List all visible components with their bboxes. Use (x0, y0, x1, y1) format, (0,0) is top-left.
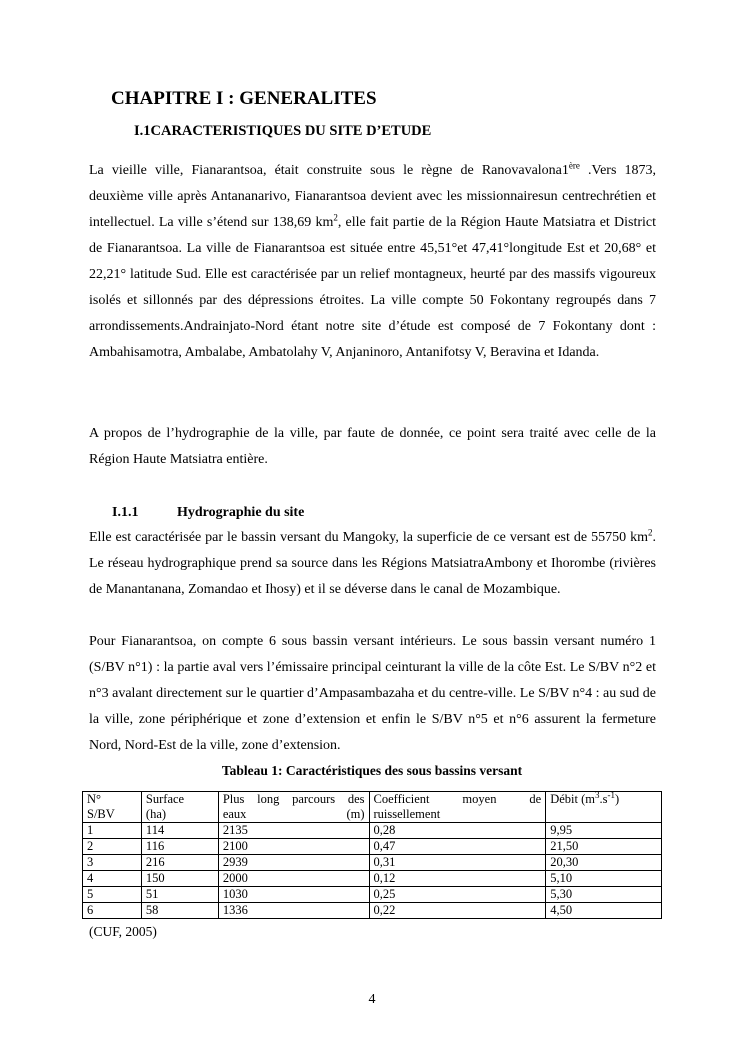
paragraph-hydrography-note: A propos de l’hydrographie de la ville, par faute de donnée, ce point sera traité avec celle de la Région Haute Matsiatra entière. (89, 426, 656, 467)
subsection-number: I.1.1 (112, 505, 139, 520)
table-row: 1 114 2135 0,28 9,95 (83, 823, 662, 839)
header-longest-path: Plus long parcours des eaux (m) (218, 792, 369, 823)
paragraph-site-description (89, 158, 656, 366)
superscript: ère (568, 160, 580, 171)
subsection-title: Hydrographie du site (177, 505, 305, 520)
table-row: 2 116 2100 0,47 21,50 (83, 839, 662, 855)
header-runoff-coefficient: Coefficient moyen de ruissellement (369, 792, 546, 823)
header-flow-rate: Débit $(m^3.s^{-1})$ (546, 792, 662, 823)
section-title: I.1CARACTERISTIQUES DU SITE D’ETUDE (134, 123, 432, 139)
table-row: 5 51 1030 0,25 5,30 (83, 887, 662, 903)
page-number: 4 (368, 992, 376, 1007)
sub-basins-table (82, 791, 662, 919)
text-run: Elle est caractérisée par le bassin versant du Mangoky, la superficie de ce versant est de 55750 km (89, 530, 648, 545)
table-row: 4 150 2000 0,12 5,10 (83, 871, 662, 887)
text-run: .Vers 1873, deuxième ville après Antananarivo, Fianarantsoa devient avec les missionnairesun centrechrétien et intellectuel. La ville s’étend sur 138,69 km (89, 163, 656, 230)
text-run: . Le réseau hydrographique prend sa source dans les Régions MatsiatraAmbony et Ihorombe (rivières de Manantanana, Zomandao et Ihosy) et il se déverse dans le canal de Mozambique. (89, 530, 656, 597)
paragraph-watershed (89, 525, 656, 603)
text-run: La vieille ville, Fianarantsoa, était construite sous le règne de Ranovavalona1 (89, 163, 569, 178)
paragraph-sub-basins: Pour Fianarantsoa, on compte 6 sous bassin versant intérieurs. Le sous bassin versant numéro 1 (S/BV n°1) : la partie aval vers l’émissaire principal ceinturant la ville de la côte Est. Le S/BV n°2 et n°3 avalant directement sur le quartier d’Ampasambazaha et du centre-ville. Le S/BV n°4 : au sud de la ville, zone périphérique et zone d’extension et enfin le S/BV n°5 et n°6 assurent la fermeture Nord, Nord-Est de la ville, zone d’extension. (89, 634, 656, 753)
header-surface: Surface (ha) (141, 792, 218, 823)
table-caption: Tableau 1: Caractéristiques des sous bassins versant (221, 763, 523, 778)
superscript: 2 (648, 527, 653, 538)
table-header-row (83, 792, 662, 823)
table-source: (CUF, 2005) (89, 924, 157, 939)
table-row: 3 216 2939 0,31 20,30 (83, 855, 662, 871)
header-number: N° S/BV (83, 792, 142, 823)
text-run: , elle fait partie de la Région Haute Matsiatra et District de Fianarantsoa. La ville de Fianarantsoa est située entre 45,51°et 47,41°longitude Est et 20,68° et 22,21° latitude Sud. Elle est caractérisée par un relief montagneux, heurté par des massifs vigoureux isolés et sillonnés par des dépressions étroites. La ville compte 50 Fokontany regroupés dans 7 arrondissements.Andrainjato-Nord étant notre site d’étude est composé de 7 Fokontany dont : Ambahisamotra, Ambalabe, Ambatolahy V, Anjaninoro, Antanifotsy V, Beravina et Idanda. (89, 215, 656, 360)
subsection-heading (112, 505, 304, 521)
table-row: 6 58 1336 0,22 4,50 (83, 903, 662, 919)
chapter-title: CHAPITRE I : GENERALITES (111, 88, 377, 109)
superscript: 2 (333, 212, 338, 223)
